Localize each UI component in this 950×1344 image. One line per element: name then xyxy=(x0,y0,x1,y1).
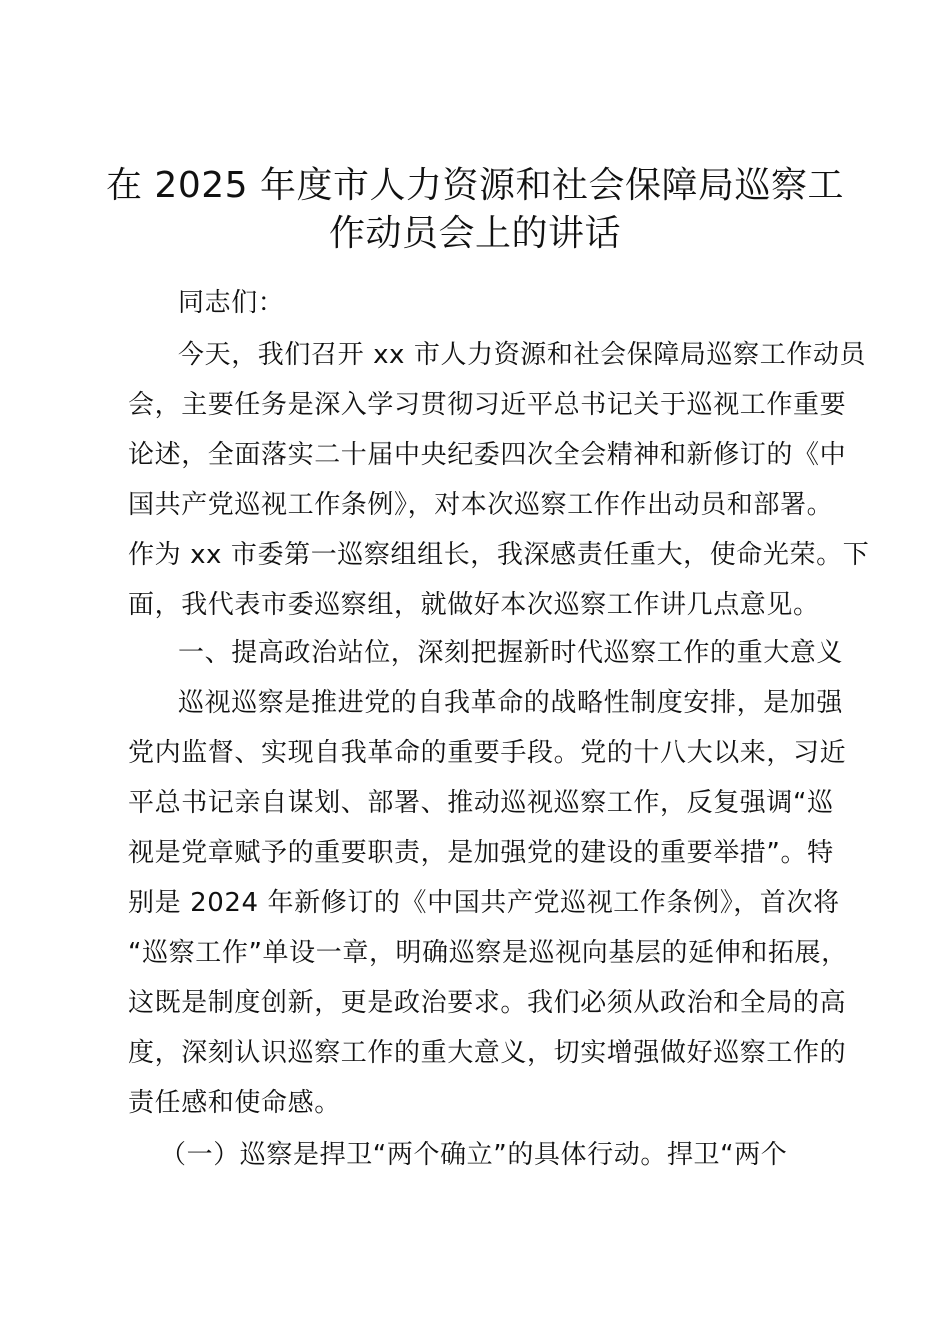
body-line: 别是 2024 年新修订的《中国共产党巡视工作条例》，首次将 xyxy=(128,888,840,918)
body-line: 作为 xx 市委第一巡察组组长，我深感责任重大，使命光荣。下 xyxy=(128,540,870,570)
body-line: “巡察工作”单设一章，明确巡察是巡视向基层的延伸和拓展， xyxy=(128,938,848,968)
body-line: 论述，全面落实二十届中央纪委四次全会精神和新修订的《中 xyxy=(128,440,847,470)
body-line: 面，我代表市委巡察组，就做好本次巡察工作讲几点意见。 xyxy=(128,590,820,620)
body-line: 国共产党巡视工作条例》，对本次巡察工作作出动员和部署。 xyxy=(128,490,834,520)
body-line: 视是党章赋予的重要职责，是加强党的建设的重要举措”。特 xyxy=(128,838,834,868)
body-line: 会，主要任务是深入学习贯彻习近平总书记关于巡视工作重要 xyxy=(128,390,847,420)
body-line: 责任感和使命感。 xyxy=(128,1088,341,1118)
body-line: 巡视巡察是推进党的自我革命的战略性制度安排，是加强 xyxy=(178,688,844,718)
title-line-2: 作动员会上的讲话 xyxy=(328,213,621,254)
body-line: 今天，我们召开 xx 市人力资源和社会保障局巡察工作动员 xyxy=(178,340,867,370)
body-line: 党内监督、实现自我革命的重要手段。党的十八大以来，习近 xyxy=(128,738,847,768)
title-line-1: 在 2025 年度市人力资源和社会保障局巡察工 xyxy=(105,165,844,206)
body-line: 度，深刻认识巡察工作的重大意义，切实增强做好巡察工作的 xyxy=(128,1038,847,1068)
body-line: 平总书记亲自谋划、部署、推动巡视巡察工作，反复强调“巡 xyxy=(128,788,834,818)
section-heading: 一、提高政治站位，深刻把握新时代巡察工作的重大意义 xyxy=(178,638,844,668)
salutation: 同志们： xyxy=(178,288,285,318)
subsection-line: （一）巡察是捍卫“两个确立”的具体行动。捍卫“两个 xyxy=(160,1140,788,1170)
body-line: 这既是制度创新，更是政治要求。我们必须从政治和全局的高 xyxy=(128,988,847,1018)
